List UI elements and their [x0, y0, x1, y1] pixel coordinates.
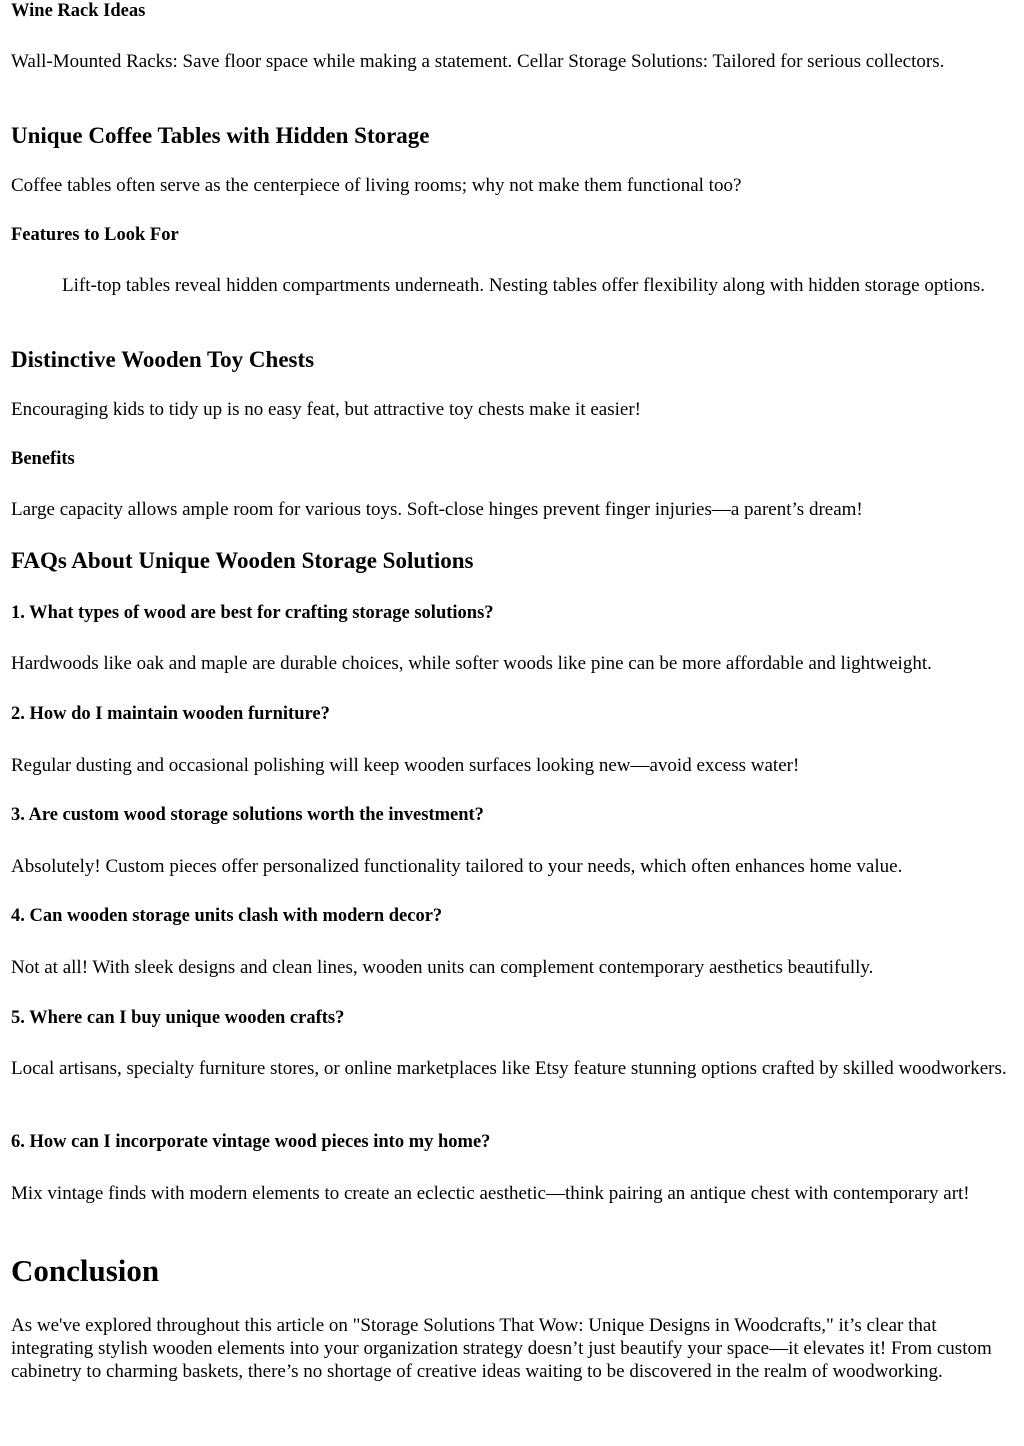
conclusion-heading: Conclusion — [11, 1253, 160, 1288]
features-text: Lift-top tables reveal hidden compartments underneath. Nesting tables offer flexibility along with hidden storage options. — [62, 275, 986, 296]
faq-question: 4. Can wooden storage units clash with modern decor? — [11, 906, 443, 926]
coffee-tables-heading: Unique Coffee Tables with Hidden Storage — [11, 123, 430, 148]
features-heading: Features to Look For — [11, 225, 179, 245]
faq-answer: Not at all! With sleek designs and clean lines, wooden units can complement contemporary aesthetics beautifully. — [11, 957, 874, 978]
faq-question: 3. Are custom wood storage solutions worth the investment? — [11, 805, 484, 825]
benefits-heading: Benefits — [11, 449, 75, 469]
faq-question: 2. How do I maintain wooden furniture? — [11, 704, 330, 724]
faq-question: 5. Where can I buy unique wooden crafts? — [11, 1008, 345, 1028]
coffee-tables-intro: Coffee tables often serve as the centerpiece of living rooms; why not make them functional too? — [11, 175, 742, 196]
faq-question: 6. How can I incorporate vintage wood pieces into my home? — [11, 1132, 491, 1152]
toy-chests-intro: Encouraging kids to tidy up is no easy feat, but attractive toy chests make it easier! — [11, 399, 641, 420]
benefits-text: Large capacity allows ample room for various toys. Soft-close hinges prevent finger injuries—a parent’s dream! — [11, 499, 863, 520]
faq-answer: Regular dusting and occasional polishing will keep wooden surfaces looking new—avoid excess water! — [11, 755, 800, 776]
toy-chests-heading: Distinctive Wooden Toy Chests — [11, 347, 315, 372]
faqs-heading: FAQs About Unique Wooden Storage Solutions — [11, 548, 474, 573]
faq-answer: Local artisans, specialty furniture stores, or online marketplaces like Etsy feature stunning options crafted by skilled woodworkers. — [11, 1058, 1007, 1079]
faq-answer: Absolutely! Custom pieces offer personalized functionality tailored to your needs, which often enhances home value. — [11, 856, 903, 877]
faq-answer: Hardwoods like oak and maple are durable choices, while softer woods like pine can be more affordable and lightweight. — [11, 653, 932, 674]
faq-question: 1. What types of wood are best for crafting storage solutions? — [11, 603, 494, 623]
faq-answer: Mix vintage finds with modern elements to create an eclectic aesthetic—think pairing an antique chest with contemporary art! — [11, 1183, 970, 1204]
wine-rack-text: Wall-Mounted Racks: Save floor space while making a statement. Cellar Storage Solutions: Tailored for serious collectors. — [11, 51, 945, 72]
wine-rack-heading: Wine Rack Ideas — [11, 1, 146, 21]
conclusion-text: As we've explored throughout this article on "Storage Solutions That Wow: Unique Designs in Woodcrafts," it’s clear that integrating stylish wooden elements into your organization strategy doesn’t just beautify your space—it elevates it! From custom cabinetry to charming baskets, there’s no shortage of creative ideas waiting to be discovered in the realm of woodworking. — [11, 1315, 992, 1382]
